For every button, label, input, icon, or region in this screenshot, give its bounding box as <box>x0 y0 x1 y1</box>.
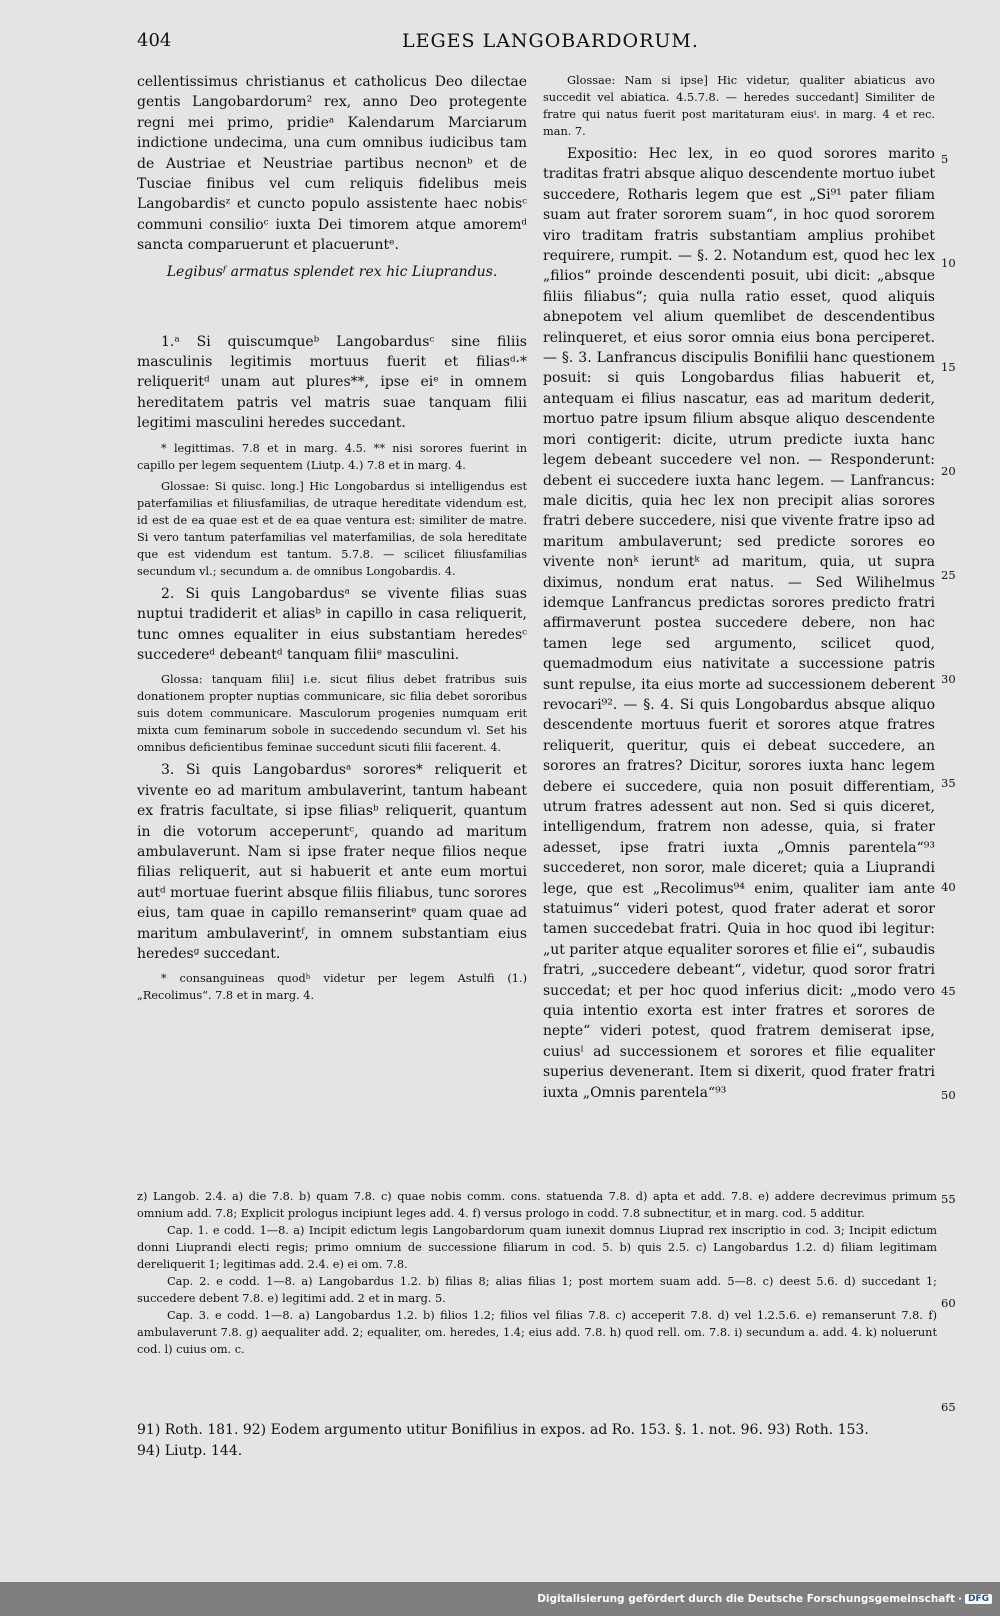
line-number: 25 <box>941 568 956 582</box>
line-number: 15 <box>941 360 956 374</box>
viewer-footer-bar <box>0 1582 1000 1616</box>
funding-credit <box>537 1593 992 1605</box>
line-number: 10 <box>941 256 956 270</box>
apparatus-cap-3: Cap. 3. e codd. 1—8. a) Langobardus 1.2. b) filios 1.2; filios vel filias 7.8. c) acceperit 7.8. d) vel 1.2.5.6. e) remanserunt 7.8. f) ambulaverunt 7.8. g) aequaliter add. 2; equaliter, om. heredes, 1.4; eius add. 7.8. h) quod rell. om. 7.8. i) secundum a. add. 4. k) noluerunt cod. l) cuius om. c. <box>137 1309 937 1356</box>
prologue-verse: Legibusᶠ armatus splendet rex hic Liuprandus. <box>166 263 498 280</box>
footnote-line: 91) Roth. 181. 92) Eodem argumento utitur Bonifilius in expos. ad Ro. 153. §. 1. not. 96. 93) Roth. 153. <box>137 1422 869 1438</box>
dfg-logo: DFG <box>965 1594 992 1604</box>
line-number: 65 <box>941 1400 956 1414</box>
chapter-1-note: * legittimas. 7.8 et in marg. 4.5. ** nisi sorores fuerint in capillo per legem sequentem (Liutp. 4.) 7.8 et in marg. 4. <box>137 441 527 472</box>
apparatus-cap-1: Cap. 1. e codd. 1—8. a) Incipit edictum legis Langobardorum quam iunexit domnus Liuprad rex inscriptio in cod. 3; Incipit edictum donni Liuprandi electi regis; primo omnium de successione filiarum in cod. 5. b) quis 2.5. c) Langobardus 1.2. d) filiam legitimam dereliquerit 1; legitimas add. 2.4. e) ei om. 7.8. <box>137 1224 937 1271</box>
running-title: LEGES LANGOBARDORUM. <box>402 30 699 52</box>
page-number: 404 <box>137 30 172 51</box>
critical-apparatus <box>137 1188 937 1358</box>
left-column <box>137 72 527 1008</box>
footnote-line: 94) Liutp. 144. <box>137 1443 243 1459</box>
line-number: 20 <box>941 464 956 478</box>
line-number: 30 <box>941 672 956 686</box>
prologue-end: cellentissimus christianus et catholicus Deo dilectae gentis Langobardorum² rex, anno Deo protegente regni mei primo, pridieᵃ Kalendarum Marciarum indictione undecima, una cum omnibus iudicibus tam de Austriae et Neustriae partibus necnonᵇ et de Tusciae finibus vel cum reliquis fidelibus meis Langobardisᶻ et cuncto populo assistente haec nobisᶜ communi consilioᶜ iuxta Dei timorem atque amoremᵈ sancta comparuerunt et placueruntᵉ. <box>137 74 527 254</box>
chapter-3: 3. Si quis Langobardusᵃ sorores* reliquerit et vivente eo ad maritum ambulaverint, tantum habeant ex fratris facultate, si ipse filiasᵇ reliquerit, quantum in die votorum acceperuntᶜ, quando ad maritum ambulaverunt. Nam si ipse frater neque filios neque filias reliquerit, aut si habuerit et ante eum mortui autᵈ mortuae fuerint absque filiis filiabus, tunc sorores eius, tam quae in capillo remanserintᵉ quam quae ad maritum ambulaverintᶠ, in omnem substantiam eius heredesᵍ succedant. <box>137 762 527 962</box>
chapter-2: 2. Si quis Langobardusᵃ se vivente filias suas nuptui tradiderit et aliasᵇ in capillo in casa reliquerit, tunc omnes equaliter in eius substantiam heredesᶜ succedereᵈ debeantᵈ tanquam filiiᵉ masculini. <box>137 585 527 663</box>
chapter-1: 1.ᵃ Si quiscumqueᵇ Langobardusᶜ sine filiis masculinis legitimis mortuus fuerit et filiasᵈ·* reliqueritᵈ unam aut plures**, ipse eiᵉ in omnem hereditatem patris vel matris suae tanquam filii legitimi masculini heredes succedant. <box>137 333 527 432</box>
right-column <box>543 72 935 1109</box>
line-number: 40 <box>941 880 956 894</box>
chapter-3-glossae: Glossae: Nam si ipse] Hic videtur, qualiter abiaticus avo succedit vel abiatica. 4.5.7.8. — heredes succedant] Similiter de fratre qui natus fuerit post maritaturam eiusⁱ. in marg. 4 et rec. man. 7. <box>543 74 935 138</box>
funding-credit-text: Digitalisierung gefördert durch die Deutsche Forschungsgemeinschaft <box>537 1593 955 1605</box>
line-number: 5 <box>941 152 949 166</box>
separator-dot: · <box>957 1593 962 1605</box>
line-number: 55 <box>941 1192 956 1206</box>
line-number: 45 <box>941 984 956 998</box>
chapter-2-glossa: Glossa: tanquam filii] i.e. sicut filius debet fratribus suis donationem propter nuptias communicare, sic filia debet sororibus suis dotem communicare. Masculorum progenies numquam erit mixta cum feminarum sobole in succedendo secundum vl. Set his omnibus deficientibus feminae succedunt sicuti filii facerent. 4. <box>137 673 527 755</box>
line-number: 60 <box>941 1296 956 1310</box>
chapter-3-note: * consanguineas quodʰ videtur per legem Astulfi (1.) „Recolimus“. 7.8 et in marg. 4. <box>137 972 527 1003</box>
line-number: 35 <box>941 776 956 790</box>
chapter-1-glossae: Glossae: Si quisc. long.] Hic Longobardus si intelligendus est paterfamilias et filiusfamilias, de utraque hereditate videndum est, id est de ea quae est et de ea quae ventura est: similiter de matre. Si vero tantum paterfamilias vel materfamilias, de sola hereditate que est videndum est tantum. 5.7.8. — scilicet filiusfamilias secundum vl.; secundum a. de omnibus Longobardis. 4. <box>137 479 527 578</box>
apparatus-prologue: z) Langob. 2.4. a) die 7.8. b) quam 7.8. c) quae nobis comm. cons. statuenda 7.8. d) apta et add. 7.8. e) addere decrevimus primum omnium add. 7.8; Explicit prologus incipiunt leges add. 4. f) versus prologo in codd. 7.8 subnectitur, et in marg. cod. 5 additur. <box>137 1190 937 1220</box>
expositio: Expositio: Hec lex, in eo quod sorores marito traditas fratri absque aliquo descendente mortuo iubet succedere, Rotharis legem que est „Si⁹¹ pater filiam suam aut frater sororem suam“, in hoc quod sororem viro traditam fratris substantiam amplius prohibet requirere, rumpit. — §. 2. Notandum est, quod hec lex „filios“ proinde descendenti posuit, ubi dicit: „absque filiis filiabus“; quia nulla ratio esset, quod aliquis abnepotem vel alium quemlibet de descendentibus relinqueret, et eius soror omnia eius bona perciperet. — §. 3. Lanfrancus discipulis Bonifilii hanc questionem posuit: si quis Longobardus filias habuerit et, antequam ei filius nascatur, eas ad maritum dederit, mortuo patre ipsum filium absque aliquo descendente mori contigerit: dicite, utrum predicte iuxta hanc legem debeant succedere vel non. — Responderunt: debent ei succedere iuxta hanc legem. — Lanfrancus: male dicitis, quia hec lex non precipit alias sorores fratri debere succedere, nisi que vivente fratre ipso ad maritum ambulaverunt; sed predicte sorores eo vivente nonᵏ ieruntᵏ ad maritum, quia, ut supra diximus, nondum erat natus. — Sed Wilihelmus idemque Lanfrancus predictas sorores predicto fratri affirmaverunt postea succedere debere, non hac tamen lege sed argumento, scilicet quod, quemadmodum eius nativitate a successione patris sunt repulse, ita eius morte ad successionem deberent revocari⁹². — §. 4. Si quis Longobardus absque aliquo descendente mortuus fuerit et sorores atque fratres reliquerit, queritur, quis ei debeat succedere, an sorores an fratres? Dicitur, sorores iuxta hanc legem debere ei succedere, quia non posuit differentiam, utrum fratres adessent aut non. Sed si quis diceret, intelligendum, fratrem non adesse, quia, si frater adesset, ipse fratri iuxta „Omnis parentela“⁹³ succederet, non soror, male diceret; quia a Liuprandi lege, que est „Recolimus⁹⁴ enim, qualiter iam ante statuimus“ videri potest, quod frater aderat et soror tamen succedebat fratri. Quia in hoc quod ibi legitur: „ut pariter atque equaliter sorores et filie ei“, subaudis fratri, „succedere debeant“, videtur, quod soror fratri succedat; et per hoc quod inferius dicit: „modo vero quia intentio exorta est inter fratres et sorores de nepte“ videri potest, quod fratrem demiserat ipse, cuiusˡ ad successionem et sorores et filie equaliter superius devenerant. Item si dixerit, quod frater fratri iuxta „Omnis parentela“⁹³ <box>543 146 935 1101</box>
footnotes <box>137 1420 937 1462</box>
apparatus-cap-2: Cap. 2. e codd. 1—8. a) Langobardus 1.2. b) filias 8; alias filias 1; post mortem suam add. 5—8. c) deest 5.6. d) succedant 1; succedere debent 7.8. e) legitimi add. 2 et in marg. 5. <box>137 1275 937 1305</box>
line-number: 50 <box>941 1088 956 1102</box>
